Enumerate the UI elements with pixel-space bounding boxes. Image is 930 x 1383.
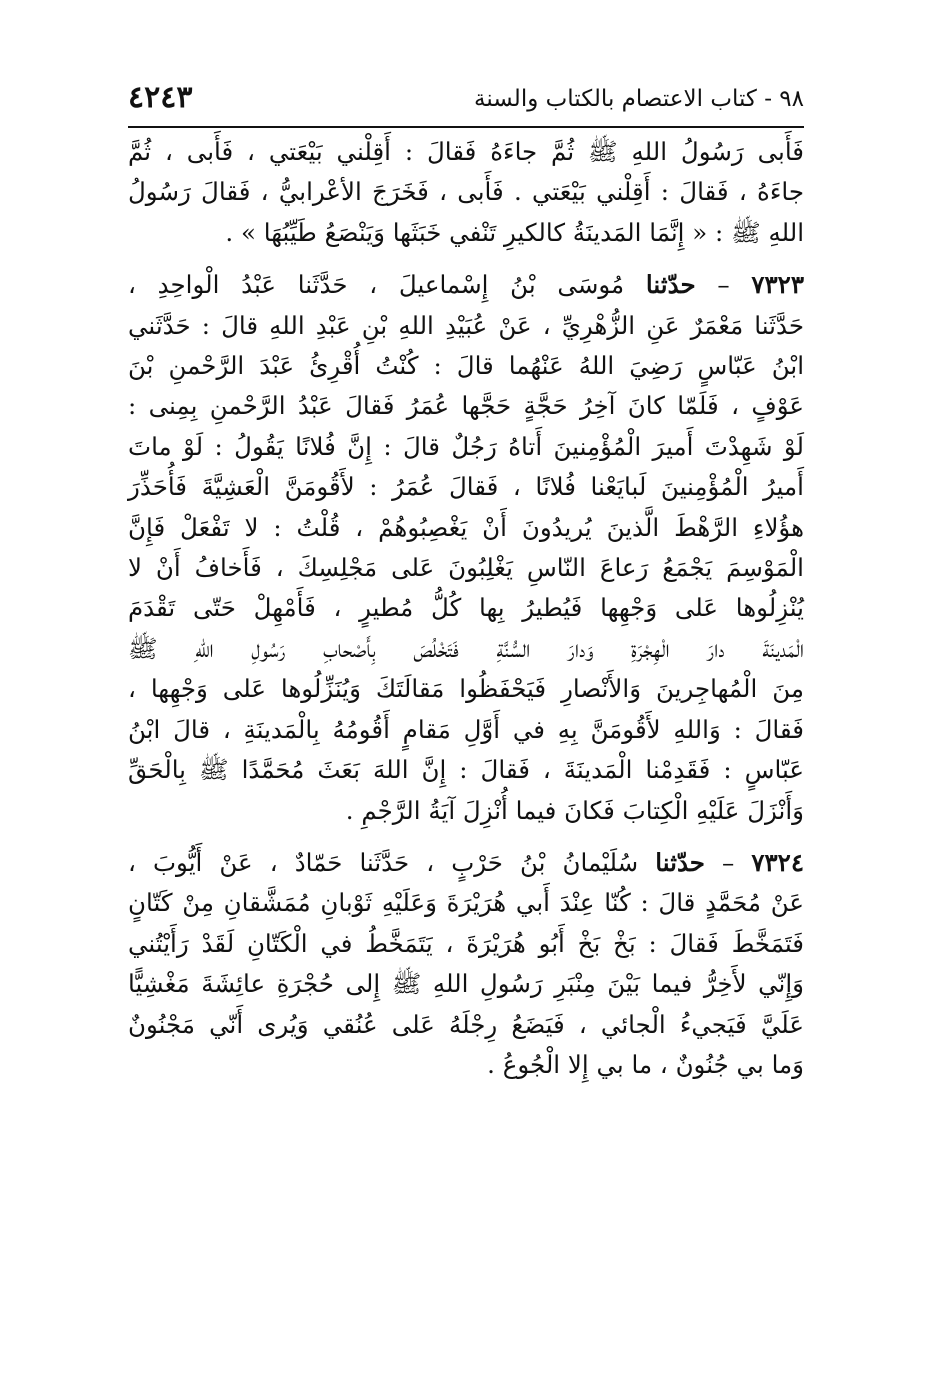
text-line: هؤُلاءِ الرَّهْطَ الَّذينَ يُريدُونَ أَنْ يَغْصِبُوهُمْ ، قُلْتُ : لا تَفْعَلْ فَإِنَّ bbox=[128, 512, 804, 542]
text-line: وَما بي جُنُونٌ ، ما بي إِلا الْجُوعُ . bbox=[487, 1049, 804, 1079]
text-line: يُنْزِلُوها عَلى وَجْهِها فَيُطيرُ بِها كُلُّ مُطيرٍ ، فَأَمْهِلْ حَتّى تَقْدَمَ bbox=[128, 593, 804, 623]
hadith-lead-word: حدّثنا bbox=[645, 270, 696, 300]
running-title: ٩٨ - كتاب الاعتصام بالكتاب والسنة bbox=[474, 86, 804, 112]
text-line: حَدَّثَنا مَعْمَرٌ عَنِ الزُّهْرِيِّ ، عَنْ عُبَيْدِ اللهِ بْنِ عَبْدِ اللهِ قالَ : حَدَّثَني bbox=[128, 310, 804, 340]
body-text bbox=[128, 132, 804, 1085]
hadith-number: ٧٣٢٤ bbox=[751, 847, 804, 877]
text-line: الْمَوْسِمَ يَجْمَعُ رَعاعَ النّاسِ يَغْلِبُونَ عَلى مَجْلِسِكَ ، فَأَخافُ أَنْ لا bbox=[128, 553, 804, 583]
text-line: عَوْفٍ ، فَلَمّا كانَ آخِرُ حَجَّةٍ حَجَّها عُمَرُ فَقالَ عَبْدُ الرَّحْمنِ بِمِنى : bbox=[128, 391, 804, 421]
header-rule bbox=[128, 126, 804, 128]
hadith-opening-line: ٧٣٢٤ – حدّثنا سُلَيْمانُ بْنُ حَرْبٍ ، حَدَّثَنا حَمّادٌ ، عَنْ أَيُّوبَ ، bbox=[128, 847, 804, 877]
text-line: أَميرُ الْمُؤْمِنينَ لَبايَعْنا فُلانًا ، فَقالَ عُمَرُ : لأَقُومَنَّ الْعَشِيَّةَ فَأُحَذِّرَ bbox=[128, 472, 804, 502]
text-line: ابْنُ عَبّاسٍ رَضِيَ اللهُ عَنْهُما قالَ : كُنْتُ أُقْرِئُ عَبْدَ الرَّحْمنِ بْنَ bbox=[128, 351, 804, 381]
text-line: وَأَنْزَلَ عَلَيْهِ الْكِتابَ فَكانَ فيما أُنْزِلَ آيَةُ الرَّجْمِ . bbox=[345, 795, 804, 825]
text-line: فَقالَ : وَاللهِ لأَقُومَنَّ بِهِ في أَوَّلِ مَقامٍ أَقُومُهُ بِالْمَدينَةِ ، قالَ ابْنُ bbox=[128, 714, 804, 744]
text-line: وَإِنّي لأَخِرُّ فيما بَيْنَ مِنْبَرِ رَسُولِ اللهِ ﷺ إِلى حُجْرَةِ عائِشَةَ مَغْشِيًّا bbox=[128, 969, 804, 999]
text-line: فَتَمَخَّطَ فَقالَ : بَخْ بَخْ أَبُو هُرَيْرَةَ ، يَتَمَخَّطُ في الْكَتّانِ لَقَدْ رَأَيْتُني bbox=[128, 928, 804, 958]
page-number: ٤٢٤٣ bbox=[128, 80, 193, 115]
hadith-7324 bbox=[128, 843, 804, 1085]
text-line: اللهِ ﷺ : « إِنَّمَا المَدينَةُ كالكيرِ تَنْفي خَبَثَها وَيَنْصَعُ طَيِّبُهَا » . bbox=[225, 217, 804, 247]
text-line: لَوْ شَهِدْتَ أَميرَ الْمُؤْمِنينَ أَتاهُ رَجُلٌ قالَ : إِنَّ فُلانًا يَقُولُ : لَوْ ماتَ bbox=[128, 431, 804, 461]
text-line: عَنْ مُحَمَّدٍ قالَ : كُنّا عِنْدَ أَبي هُرَيْرَةَ وَعَلَيْهِ ثَوْبانِ مُمَشَّقانِ مِنْ كَتّانٍ bbox=[128, 888, 804, 918]
text-line: عَبّاسٍ : فَقَدِمْنا الْمَدينَةَ ، فَقالَ : إِنَّ اللهَ بَعَثَ مُحَمَّدًا ﷺ بِالْحَقِّ bbox=[128, 755, 804, 785]
hadith-opening-line: ٧٣٢٣ – حدّثنا مُوسَى بْنُ إِسْماعيلَ ، حَدَّثَنا عَبْدُ الْواحِدِ ، bbox=[128, 270, 804, 300]
text-line-rest: مُوسَى بْنُ إِسْماعيلَ ، حَدَّثَنا عَبْدُ الْواحِدِ ، bbox=[128, 270, 625, 300]
text-line: عَلَيَّ فَيَجيءُ الْجائي ، فَيَضَعُ رِجْلَهُ عَلى عُنُقي وَيُرى أَنّي مَجْنُونٌ bbox=[128, 1009, 804, 1039]
hadith-lead-word: حدّثنا bbox=[655, 847, 705, 877]
text-line: مِنَ الْمُهاجِرينَ وَالأَنْصارِ فَيَحْفَظُوا مَقالَتَكَ وَيُنَزِّلُوها عَلى وَجْهِها ، bbox=[128, 674, 804, 704]
text-line-rest: سُلَيْمانُ بْنُ حَرْبٍ ، حَدَّثَنا حَمّادٌ ، عَنْ أَيُّوبَ ، bbox=[128, 847, 639, 877]
text-line: جاءَهُ ، فَقالَ : أَقِلْني بَيْعَتي . فَأَبى ، فَخَرَجَ الأعْرابيُّ ، فَقالَ رَسُولُ bbox=[128, 177, 804, 207]
paragraph-continuation bbox=[128, 132, 804, 253]
page-header bbox=[128, 80, 804, 122]
text-line: الْمَدينَةَ دارَ الْهِجْرَةِ وَدارَ السُّنَّةِ فَتَخْلُصَ بِأَصْحابِ رَسُولِ اللهِ ﷺ bbox=[128, 633, 804, 663]
text-line: فَأَبى رَسُولُ اللهِ ﷺ ثُمَّ جاءَهُ فَقالَ : أَقِلْني بَيْعَتي ، فَأَبى ، ثُمَّ bbox=[128, 137, 804, 166]
hadith-7323 bbox=[128, 265, 804, 831]
hadith-number: ٧٣٢٣ bbox=[751, 270, 804, 300]
